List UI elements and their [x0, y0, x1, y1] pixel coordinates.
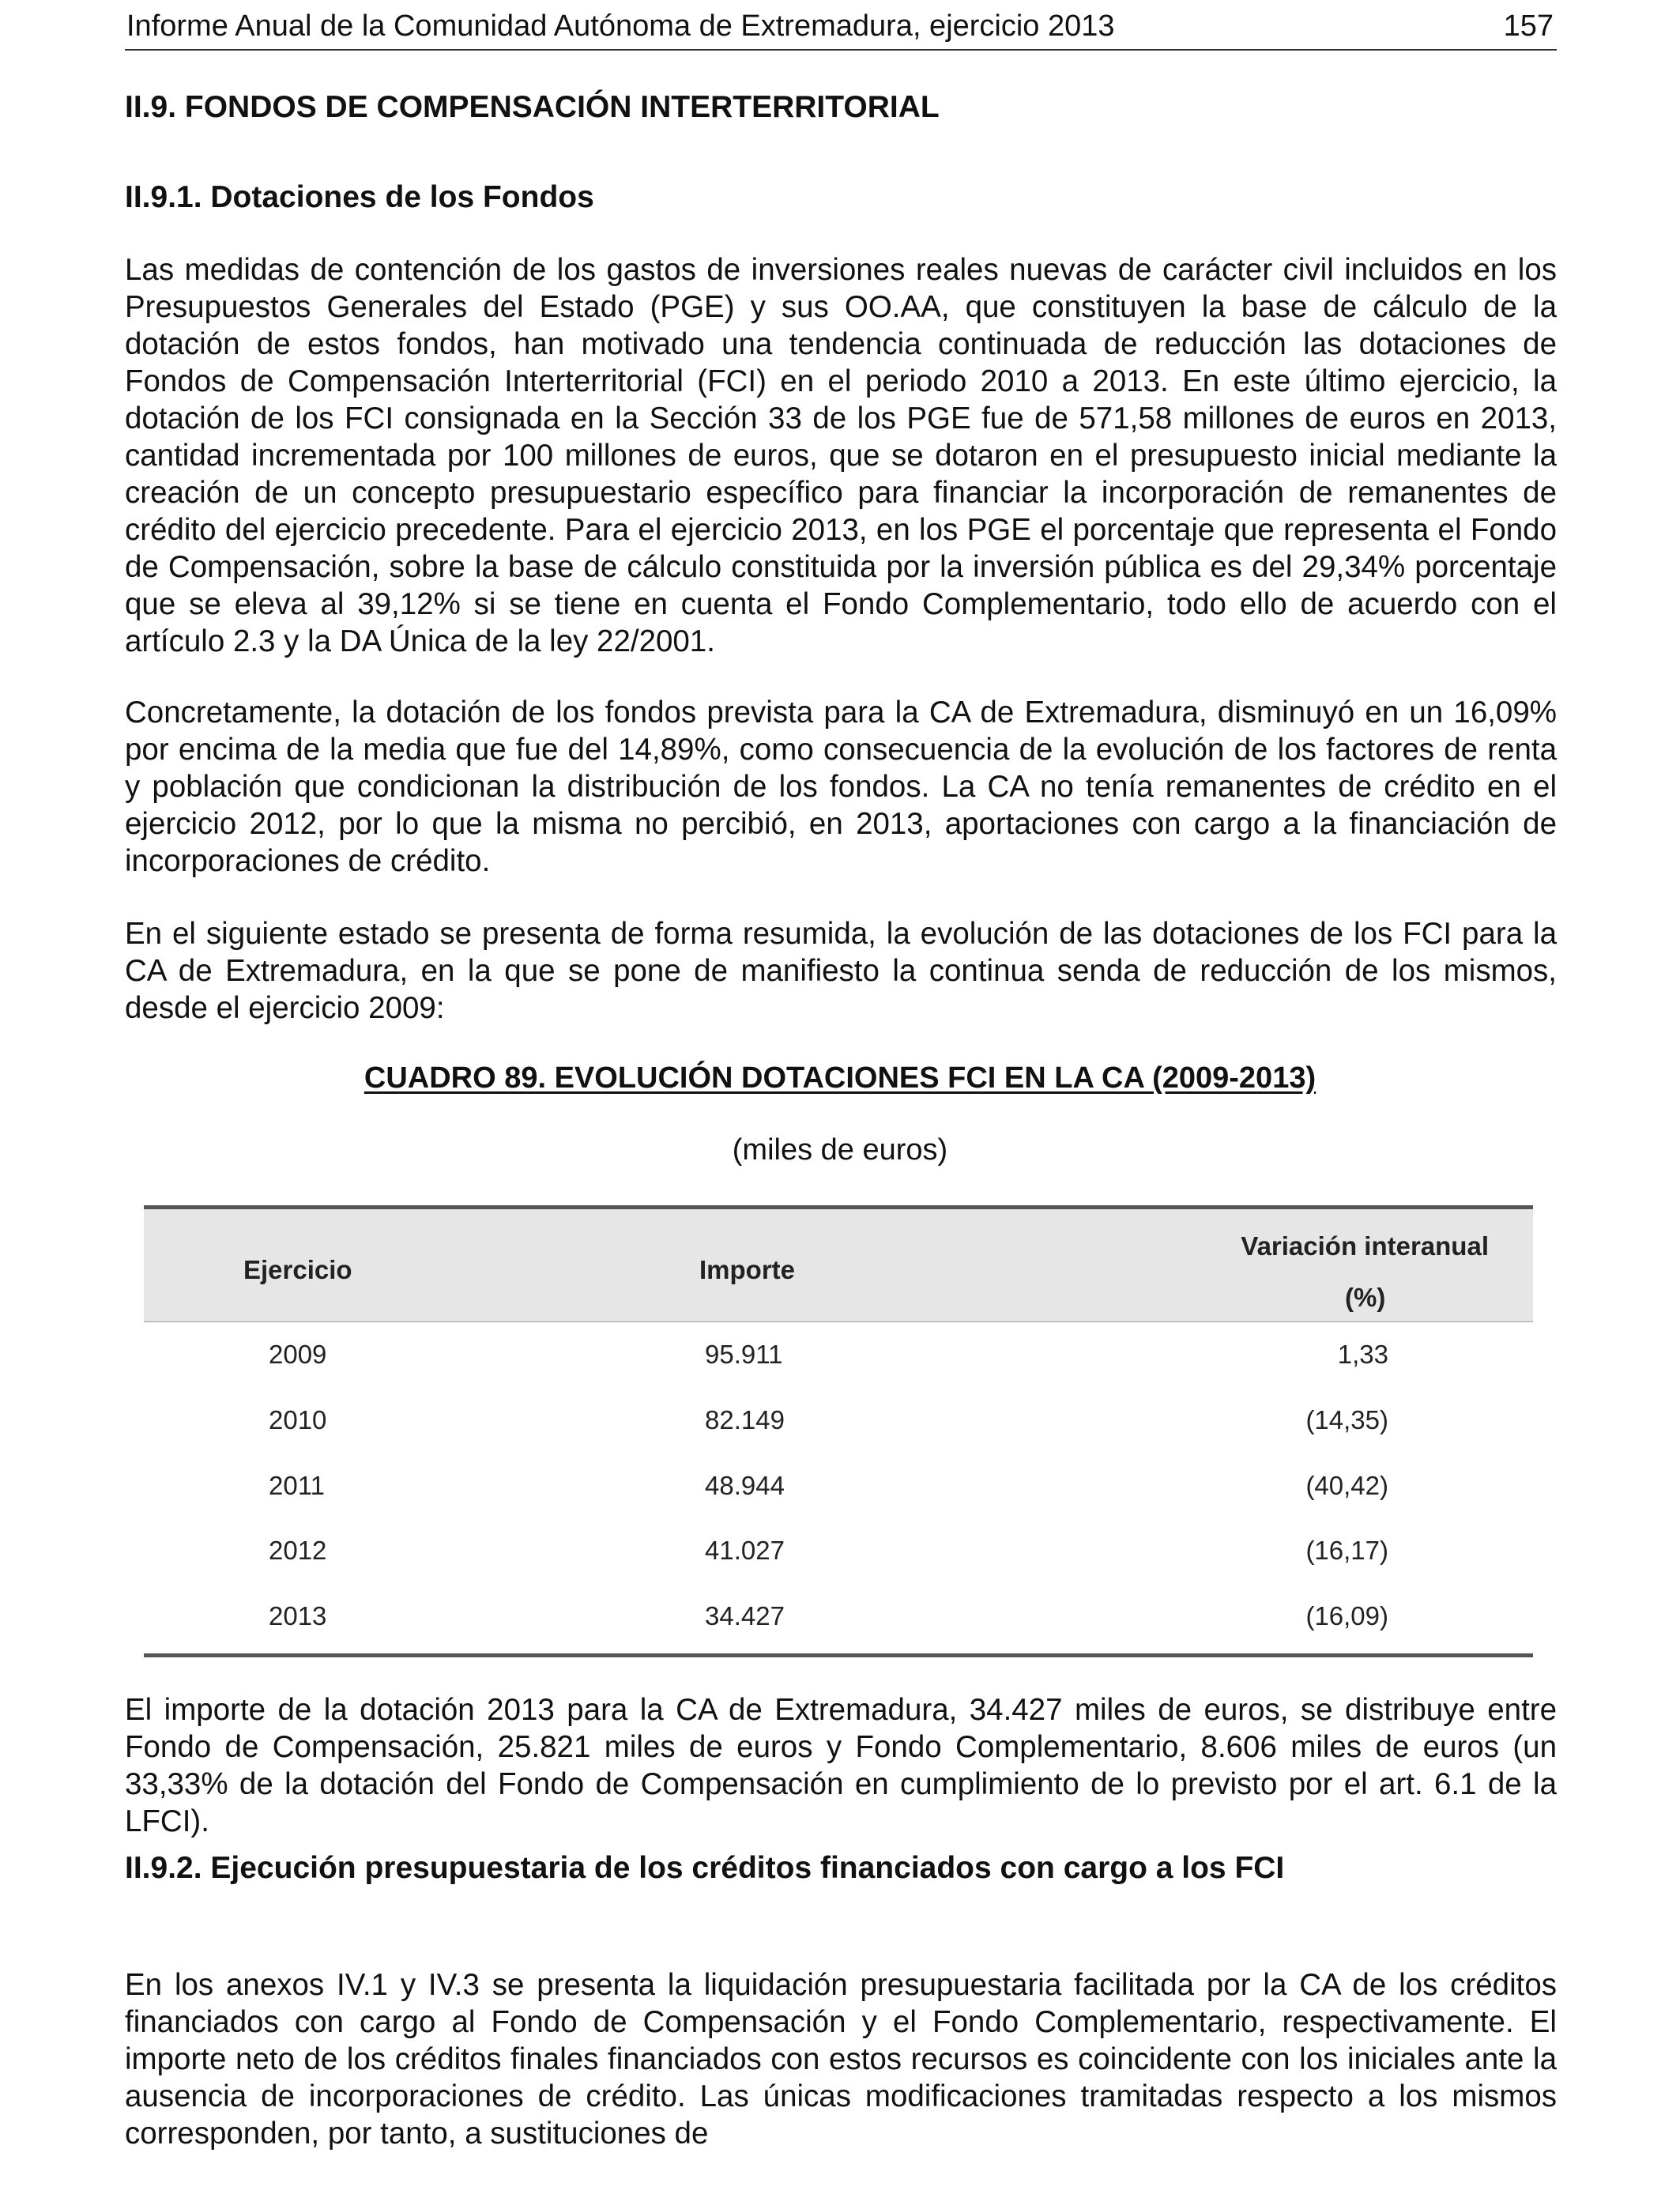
cell-variacion: (16,09)	[1305, 1601, 1388, 1630]
cell-ejercicio: 2011	[269, 1471, 325, 1500]
paragraph-concretamente: Concretamente, la dotación de los fondos prevista para la CA de Extremadura, disminuyó en un 16,09% por encima de la media que fue del 14,89%, como consecuencia de la evolución de los factores de renta y población que condicionan la distribución de los fondos. La CA no tenía remanentes de crédito en el ejercicio 2012, por lo que la misma no percibió, en 2013, aportaciones con cargo a la financiación de incorporaciones de crédito.	[125, 696, 1557, 878]
cell-variacion: (14,35)	[1305, 1405, 1388, 1434]
header-ejercicio: Ejercicio	[243, 1255, 352, 1284]
cell-importe: 82.149	[705, 1405, 785, 1434]
table-header-row	[144, 1205, 1533, 1322]
subsection-title-ejecucion: II.9.2. Ejecución presupuestaria de los créditos financiados con cargo a los FCI	[125, 1851, 1285, 1885]
header-importe: Importe	[699, 1255, 796, 1284]
paragraph-siguiente-estado: En el siguiente estado se presenta de forma resumida, la evolución de las dotaciones de los FCI para la CA de Extremadura, en la que se pone de manifiesto la continua senda de reducción de los mismos, desde el ejercicio 2009:	[125, 917, 1557, 1025]
section-title: II.9. FONDOS DE COMPENSACIÓN INTERTERRITORIAL	[125, 90, 940, 124]
table-title	[0, 1061, 1680, 1095]
cell-ejercicio: 2012	[269, 1536, 327, 1565]
header-variacion-unit: (%)	[1345, 1283, 1386, 1312]
header-variacion: Variación interanual	[1241, 1231, 1489, 1261]
cell-variacion: (40,42)	[1305, 1471, 1388, 1500]
header-title: Informe Anual de la Comunidad Autónoma de Extremadura, ejercicio 2013	[126, 9, 1115, 43]
cell-importe: 48.944	[705, 1471, 785, 1500]
page-number: 157	[1503, 9, 1554, 43]
paragraph-medidas: Las medidas de contención de los gastos de inversiones reales nuevas de carácter civil incluidos en los Presupuestos Generales del Estado (PGE) y sus OO.AA, que constituyen la base de cálculo de la dotación de estos fondos, han motivado una tendencia continuada de reducción las dotaciones de Fondos de Compensación Interterritorial (FCI) en el periodo 2010 a 2013. En este último ejercicio, la dotación de los FCI consignada en la Sección 33 de los PGE fue de 571,58 millones de euros en 2013, cantidad incrementada por 100 millones de euros, que se dotaron en el presupuesto inicial mediante la creación de un concepto presupuestario específico para financiar la incorporación de remanentes de crédito del ejercicio precedente. Para el ejercicio 2013, en los PGE el porcentaje que representa el Fondo de Compensación, sobre la base de cálculo constituida por la inversión pública es del 29,34% porcentaje que se eleva al 39,12% si se tiene en cuenta el Fondo Complementario, todo ello de acuerdo con el artículo 2.3 y la DA Única de la ley 22/2001.	[125, 253, 1557, 658]
table-bottom-rule	[144, 1653, 1533, 1657]
cell-importe: 34.427	[705, 1601, 785, 1630]
cell-variacion: (16,17)	[1305, 1536, 1388, 1565]
dotaciones-table	[144, 1205, 1533, 1660]
cell-importe: 95.911	[705, 1340, 783, 1369]
table-title-text: CUADRO 89. EVOLUCIÓN DOTACIONES FCI EN LA CA (2009-2013)	[363, 1061, 1317, 1095]
paragraph-importe-dotacion: El importe de la dotación 2013 para la CA de Extremadura, 34.427 miles de euros, se distribuye entre Fondo de Compensación, 25.821 miles de euros y Fondo Complementario, 8.606 miles de euros (un 33,33% de la dotación del Fondo de Compensación en cumplimiento de lo previsto por el art. 6.1 de la LFCI).	[125, 1693, 1557, 1838]
paragraph-anexos: En los anexos IV.1 y IV.3 se presenta la liquidación presupuestaria facilitada por la CA de los créditos financiados con cargo al Fondo de Compensación y el Fondo Complementario, respectivamente. El importe neto de los créditos finales financiados con estos recursos es coincidente con los iniciales ante la ausencia de incorporaciones de crédito. Las únicas modificaciones tramitadas respecto a los mismos corresponden, por tanto, a sustituciones de	[125, 1968, 1557, 2151]
cell-variacion: 1,33	[1337, 1340, 1388, 1369]
cell-ejercicio: 2009	[269, 1340, 327, 1369]
cell-importe: 41.027	[705, 1536, 785, 1565]
cell-ejercicio: 2010	[269, 1405, 327, 1434]
page-header	[125, 6, 1557, 51]
subsection-title-dotaciones: II.9.1. Dotaciones de los Fondos	[125, 180, 594, 214]
cell-ejercicio: 2013	[269, 1601, 327, 1630]
table-subtitle: (miles de euros)	[732, 1133, 948, 1167]
